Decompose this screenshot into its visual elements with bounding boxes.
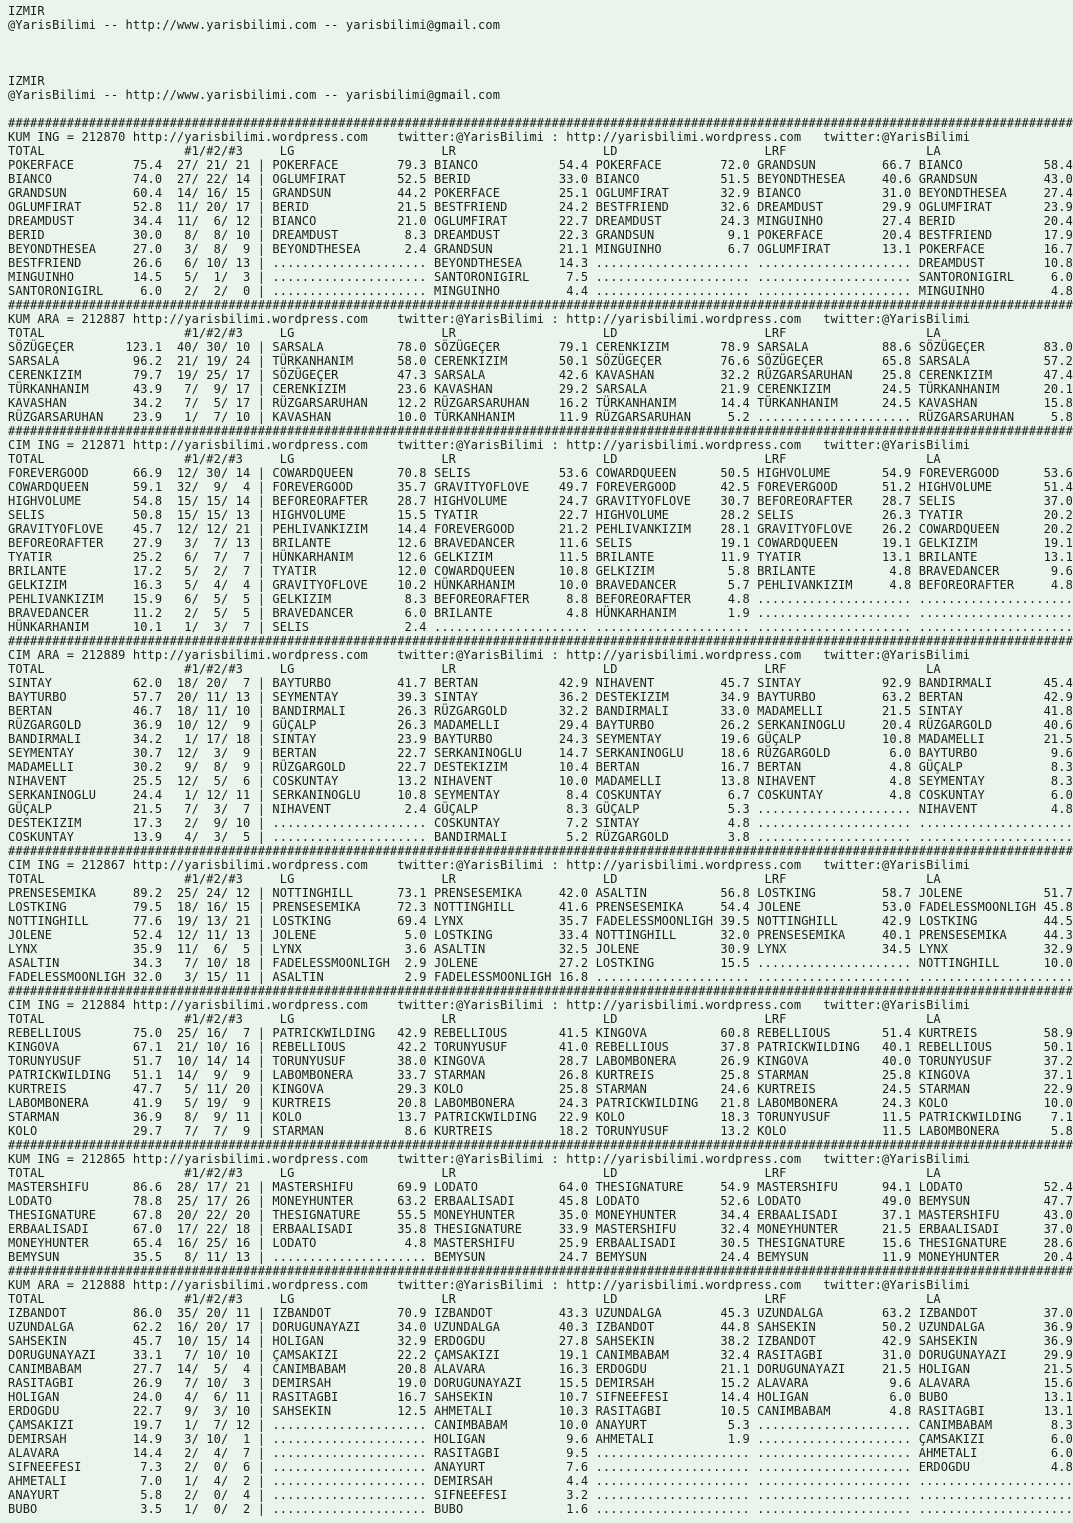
table-row: BRILANTE 17.2 5/ 2/ 7 | TYATIR 12.0 COWARDQUEEN 10.8 GELKIZIM 5.8 BRILANTE 4.8 BRAVEDANCER 9.6 <box>8 564 1073 578</box>
column-header-row: TOTAL #1/#2/#3 LG LR LD LRF LA <box>8 144 941 158</box>
table-row: TÜRKANHANIM 43.9 7/ 9/ 17 | CERENKIZIM 23.6 KAVASHAN 29.2 SARSALA 21.9 CERENKIZIM 24.5 TÜRKANHANIM 20.1 <box>8 382 1073 396</box>
table-row: OGLUMFIRAT 52.8 11/ 20/ 17 | BERID 21.5 BESTFRIEND 24.2 BESTFRIEND 32.6 DREAMDUST 29.9 OGLUMFIRAT 23.9 <box>8 200 1073 214</box>
table-row: CERENKIZIM 79.7 19/ 25/ 17 | SÖZÜGEÇER 47.3 SARSALA 42.6 KAVASHAN 32.2 RÜZGARSARUHAN 25.8 CERENKIZIM 47.4 <box>8 368 1073 382</box>
table-row: BANDIRMALI 34.2 1/ 17/ 18 | SINTAY 23.9 BAYTURBO 24.3 SEYMENTAY 19.6 GÜÇALP 10.8 MADAMELLI 21.5 <box>8 732 1073 746</box>
table-row: SIFNEEFESI 7.3 2/ 0/ 6 | ..................... ANAYURT 7.6 ..................... ..................... ERDOGDU 4.8 <box>8 1460 1073 1474</box>
blank-line <box>8 46 1073 60</box>
table-row: JOLENE 52.4 12/ 11/ 13 | JOLENE 5.0 LOSTKING 33.4 NOTTINGHILL 32.0 PRENSESEMIKA 40.1 PRENSESEMIKA 44.3 <box>8 928 1073 942</box>
table-row: GÜÇALP 21.5 7/ 3/ 7 | NIHAVENT 2.4 GÜÇALP 8.3 GÜÇALP 5.3 ..................... NIHAVENT 4.8 <box>8 802 1073 816</box>
column-header-row: TOTAL #1/#2/#3 LG LR LD LRF LA <box>8 452 941 466</box>
table-row: PRENSESEMIKA 89.2 25/ 24/ 12 | NOTTINGHILL 73.1 PRENSESEMIKA 42.0 ASALTIN 56.8 LOSTKING 58.7 JOLENE 51.7 <box>8 886 1073 900</box>
column-header-row: TOTAL #1/#2/#3 LG LR LD LRF LA <box>8 872 941 886</box>
table-row: SANTORONIGIRL 6.0 2/ 2/ 0 | ..................... MINGUINHO 4.4 ..................... ..................... MINGUINHO 4.8 <box>8 284 1073 298</box>
blank-line <box>8 102 1073 116</box>
table-row: NOTTINGHILL 77.6 19/ 13/ 21 | LOSTKING 69.4 LYNX 35.7 FADELESSMOONLIGH 39.5 NOTTINGHILL 42.9 LOSTKING 44.5 <box>8 914 1073 928</box>
table-row: BUBO 3.5 1/ 0/ 2 | ..................... BUBO 1.6 ..................... ..................... ..................... <box>8 1502 1073 1516</box>
table-row: BESTFRIEND 26.6 6/ 10/ 13 | ..................... BEYONDTHESEA 14.3 ..................... ..................... DREAMDUST 10.8 <box>8 256 1073 270</box>
table-row: KAVASHAN 34.2 7/ 5/ 17 | RÜZGARSARUHAN 12.2 RÜZGARSARUHAN 16.2 TÜRKANHANIM 14.4 TÜRKANHANIM 24.5 KAVASHAN 15.8 <box>8 396 1073 410</box>
block-title: CIM ING = 212871 http://yarisbilimi.wordpress.com twitter:@YarisBilimi : http://yarisbilimi.wordpress.com twitter:@YarisBilimi <box>8 438 971 452</box>
table-row: FADELESSMOONLIGH 32.0 3/ 15/ 11 | ASALTIN 2.9 FADELESSMOONLIGH 16.8 ..................... ..................... ..................... <box>8 970 1073 984</box>
separator-line: ################################################################################################################################################# <box>8 1138 1073 1152</box>
table-row: BEFOREORAFTER 27.9 3/ 7/ 13 | BRILANTE 12.6 BRAVEDANCER 11.6 SELIS 19.1 COWARDQUEEN 19.1 GELKIZIM 19.1 <box>8 536 1073 550</box>
race-stat-blocks <box>8 116 1073 1516</box>
table-row: DORUGUNAYAZI 33.1 7/ 10/ 10 | ÇAMSAKIZI 22.2 ÇAMSAKIZI 19.1 CANIMBABAM 32.4 RASITAGBI 31.0 DORUGUNAYAZI 29.9 <box>8 1348 1073 1362</box>
table-row: PATRICKWILDING 51.1 14/ 9/ 9 | LABOMBONERA 33.7 STARMAN 26.8 KURTREIS 25.8 STARMAN 25.8 KINGOVA 37.1 <box>8 1068 1073 1082</box>
contact-line: @YarisBilimi -- http://www.yarisbilimi.com -- yarisbilimi@gmail.com <box>8 88 501 102</box>
table-row: MINGUINHO 14.5 5/ 1/ 3 | ..................... SANTORONIGIRL 7.5 ..................... ..................... SANTORONIGIRL 6.0 <box>8 270 1073 284</box>
table-row: CANIMBABAM 27.7 14/ 5/ 4 | CANIMBABAM 20.8 ALAVARA 16.3 ERDOGDU 21.1 DORUGUNAYAZI 21.5 HOLIGAN 21.5 <box>8 1362 1073 1376</box>
blank-line <box>8 60 1073 74</box>
city-label: IZMIR <box>8 74 45 88</box>
table-row: IZBANDOT 86.0 35/ 20/ 11 | IZBANDOT 70.9 IZBANDOT 43.3 UZUNDALGA 45.3 UZUNDALGA 63.2 IZBANDOT 37.0 <box>8 1306 1073 1320</box>
table-row: RÜZGARSARUHAN 23.9 1/ 7/ 10 | KAVASHAN 10.0 TÜRKANHANIM 11.9 RÜZGARSARUHAN 5.2 ..................... RÜZGARSARUHAN 5.8 <box>8 410 1073 424</box>
table-row: NIHAVENT 25.5 12/ 5/ 6 | COSKUNTAY 13.2 NIHAVENT 10.0 MADAMELLI 13.8 NIHAVENT 4.8 SEYMENTAY 8.3 <box>8 774 1073 788</box>
table-row: MONEYHUNTER 65.4 16/ 25/ 16 | LODATO 4.8 MASTERSHIFU 25.9 ERBAALISADI 30.5 THESIGNATURE 15.6 THESIGNATURE 28.6 <box>8 1236 1073 1250</box>
table-row: TYATIR 25.2 6/ 7/ 7 | HÜNKARHANIM 12.6 GELKIZIM 11.5 BRILANTE 11.9 TYATIR 13.1 BRILANTE 13.1 <box>8 550 1073 564</box>
table-row: LABOMBONERA 41.9 5/ 19/ 9 | KURTREIS 20.8 LABOMBONERA 24.3 PATRICKWILDING 21.8 LABOMBONERA 24.3 KOLO 10.0 <box>8 1096 1073 1110</box>
table-row: REBELLIOUS 75.0 25/ 16/ 7 | PATRICKWILDING 42.9 REBELLIOUS 41.5 KINGOVA 60.8 REBELLIOUS 51.4 KURTREIS 58.9 <box>8 1026 1073 1040</box>
city-label: IZMIR <box>8 4 45 18</box>
table-row: SERKANINOGLU 24.4 1/ 12/ 11 | SERKANINOGLU 10.8 SEYMENTAY 8.4 COSKUNTAY 6.7 COSKUNTAY 4.8 COSKUNTAY 6.0 <box>8 788 1073 802</box>
table-row: TORUNYUSUF 51.7 10/ 14/ 14 | TORUNYUSUF 38.0 KINGOVA 28.7 LABOMBONERA 26.9 KINGOVA 40.0 TORUNYUSUF 37.2 <box>8 1054 1073 1068</box>
table-row: SINTAY 62.0 18/ 20/ 7 | BAYTURBO 41.7 BERTAN 42.9 NIHAVENT 45.7 SINTAY 92.9 BANDIRMALI 45.4 <box>8 676 1073 690</box>
table-row: ANAYURT 5.8 2/ 0/ 4 | ..................... SIFNEEFESI 3.2 ..................... ..................... ..................... <box>8 1488 1073 1502</box>
table-row: COSKUNTAY 13.9 4/ 3/ 5 | ..................... BANDIRMALI 5.2 RÜZGARGOLD 3.8 ..................... ..................... <box>8 830 1073 844</box>
table-row: AHMETALI 7.0 1/ 4/ 2 | ..................... DEMIRSAH 4.4 ..................... ..................... ..................... <box>8 1474 1073 1488</box>
table-row: ERDOGDU 22.7 9/ 3/ 10 | SAHSEKIN 12.5 AHMETALI 10.3 RASITAGBI 10.5 CANIMBABAM 4.8 RASITAGBI 13.1 <box>8 1404 1073 1418</box>
separator-line: ################################################################################################################################################# <box>8 634 1073 648</box>
table-row: BRAVEDANCER 11.2 2/ 5/ 5 | BRAVEDANCER 6.0 BRILANTE 4.8 HÜNKARHANIM 1.9 ..................... ..................... <box>8 606 1073 620</box>
table-row: SEYMENTAY 30.7 12/ 3/ 9 | BERTAN 22.7 SERKANINOGLU 14.7 SERKANINOGLU 18.6 RÜZGARGOLD 6.0 BAYTURBO 9.6 <box>8 746 1073 760</box>
table-row: DEMIRSAH 14.9 3/ 10/ 1 | ..................... HOLIGAN 9.6 AHMETALI 1.9 ..................... ÇAMSAKIZI 6.0 <box>8 1432 1073 1446</box>
block-title: KUM ING = 212865 http://yarisbilimi.wordpress.com twitter:@YarisBilimi : http://yarisbilimi.wordpress.com twitter:@YarisBilimi <box>8 1152 971 1166</box>
table-row: LOSTKING 79.5 18/ 16/ 15 | PRENSESEMIKA 72.3 NOTTINGHILL 41.6 PRENSESEMIKA 54.4 JOLENE 53.0 FADELESSMOONLIGH 45.8 <box>8 900 1073 914</box>
table-row: LYNX 35.9 11/ 6/ 5 | LYNX 3.6 ASALTIN 32.5 JOLENE 30.9 LYNX 34.5 LYNX 32.9 <box>8 942 1073 956</box>
table-row: ERBAALISADI 67.0 17/ 22/ 18 | ERBAALISADI 35.8 THESIGNATURE 33.9 MASTERSHIFU 32.4 MONEYHUNTER 21.5 ERBAALISADI 37.0 <box>8 1222 1073 1236</box>
block-title: CIM ING = 212867 http://yarisbilimi.wordpress.com twitter:@YarisBilimi : http://yarisbilimi.wordpress.com twitter:@YarisBilimi <box>8 858 971 872</box>
table-row: BEYONDTHESEA 27.0 3/ 8/ 9 | BEYONDTHESEA 2.4 GRANDSUN 21.1 MINGUINHO 6.7 OGLUMFIRAT 13.1 POKERFACE 16.7 <box>8 242 1073 256</box>
table-row: GRANDSUN 60.4 14/ 16/ 15 | GRANDSUN 44.2 POKERFACE 25.1 OGLUMFIRAT 32.9 BIANCO 31.0 BEYONDTHESEA 27.4 <box>8 186 1073 200</box>
separator-line: ################################################################################################################################################# <box>8 844 1073 858</box>
table-row: SELIS 50.8 15/ 15/ 13 | HIGHVOLUME 15.5 TYATIR 22.7 HIGHVOLUME 28.2 SELIS 26.3 TYATIR 20.2 <box>8 508 1073 522</box>
table-row: HIGHVOLUME 54.8 15/ 15/ 14 | BEFOREORAFTER 28.7 HIGHVOLUME 24.7 GRAVITYOFLOVE 30.7 BEFOREORAFTER 28.7 SELIS 37.0 <box>8 494 1073 508</box>
block-title: KUM ING = 212870 http://yarisbilimi.wordpress.com twitter:@YarisBilimi : http://yarisbilimi.wordpress.com twitter:@YarisBilimi <box>8 130 971 144</box>
table-row: STARMAN 36.9 8/ 9/ 11 | KOLO 13.7 PATRICKWILDING 22.9 KOLO 18.3 TORUNYUSUF 11.5 PATRICKWILDING 7.1 <box>8 1110 1073 1124</box>
table-row: MADAMELLI 30.2 9/ 8/ 9 | RÜZGARGOLD 22.7 DESTEKIZIM 10.4 BERTAN 16.7 BERTAN 4.8 GÜÇALP 8.3 <box>8 760 1073 774</box>
table-row: UZUNDALGA 62.2 16/ 20/ 17 | DORUGUNAYAZI 34.0 UZUNDALGA 40.3 IZBANDOT 44.8 SAHSEKIN 50.2 UZUNDALGA 36.9 <box>8 1320 1073 1334</box>
table-row: POKERFACE 75.4 27/ 21/ 21 | POKERFACE 79.3 BIANCO 54.4 POKERFACE 72.0 GRANDSUN 66.7 BIANCO 58.4 <box>8 158 1073 172</box>
table-row: LODATO 78.8 25/ 17/ 26 | MONEYHUNTER 63.2 ERBAALISADI 45.8 LODATO 52.6 LODATO 49.0 BEMYSUN 47.7 <box>8 1194 1073 1208</box>
separator-line: ################################################################################################################################################# <box>8 298 1073 312</box>
blank-line <box>8 32 1073 46</box>
table-row: GELKIZIM 16.3 5/ 4/ 4 | GRAVITYOFLOVE 10.2 HÜNKARHANIM 10.0 BRAVEDANCER 5.7 PEHLIVANKIZIM 4.8 BEFOREORAFTER 4.8 <box>8 578 1073 592</box>
table-row: RASITAGBI 26.9 7/ 10/ 3 | DEMIRSAH 19.0 DORUGUNAYAZI 15.5 DEMIRSAH 15.2 ALAVARA 9.6 ALAVARA 15.6 <box>8 1376 1073 1390</box>
table-row: SAHSEKIN 45.7 10/ 15/ 14 | HOLIGAN 32.9 ERDOGDU 27.8 SAHSEKIN 38.2 IZBANDOT 42.9 SAHSEKIN 36.9 <box>8 1334 1073 1348</box>
block-title: CIM ARA = 212889 http://yarisbilimi.wordpress.com twitter:@YarisBilimi : http://yarisbilimi.wordpress.com twitter:@YarisBilimi <box>8 648 971 662</box>
column-header-row: TOTAL #1/#2/#3 LG LR LD LRF LA <box>8 1012 941 1026</box>
table-row: RÜZGARGOLD 36.9 10/ 12/ 9 | GÜÇALP 26.3 MADAMELLI 29.4 BAYTURBO 26.2 SERKANINOGLU 20.4 RÜZGARGOLD 40.6 <box>8 718 1073 732</box>
table-row: BERID 30.0 8/ 8/ 10 | DREAMDUST 8.3 DREAMDUST 22.3 GRANDSUN 9.1 POKERFACE 20.4 BESTFRIEND 17.9 <box>8 228 1073 242</box>
contact-line: @YarisBilimi -- http://www.yarisbilimi.com -- yarisbilimi@gmail.com <box>8 18 501 32</box>
block-title: KUM ARA = 212888 http://yarisbilimi.wordpress.com twitter:@YarisBilimi : http://yarisbilimi.wordpress.com twitter:@YarisBilimi <box>8 1278 971 1292</box>
table-row: DREAMDUST 34.4 11/ 6/ 12 | BIANCO 21.0 OGLUMFIRAT 22.7 DREAMDUST 24.3 MINGUINHO 27.4 BERID 20.4 <box>8 214 1073 228</box>
table-row: HOLIGAN 24.0 4/ 6/ 11 | RASITAGBI 16.7 SAHSEKIN 10.7 SIFNEEFESI 14.4 HOLIGAN 6.0 BUBO 13.1 <box>8 1390 1073 1404</box>
separator-line: ################################################################################################################################################# <box>8 984 1073 998</box>
table-row: COWARDQUEEN 59.1 32/ 9/ 4 | FOREVERGOOD 35.7 GRAVITYOFLOVE 49.7 FOREVERGOOD 42.5 FOREVERGOOD 51.2 HIGHVOLUME 51.4 <box>8 480 1073 494</box>
table-row: KINGOVA 67.1 21/ 10/ 16 | REBELLIOUS 42.2 TORUNYUSUF 41.0 REBELLIOUS 37.8 PATRICKWILDING 40.1 REBELLIOUS 50.1 <box>8 1040 1073 1054</box>
table-row: SÖZÜGEÇER 123.1 40/ 30/ 10 | SARSALA 78.0 SÖZÜGEÇER 79.1 CERENKIZIM 78.9 SARSALA 88.6 SÖZÜGEÇER 83.0 <box>8 340 1073 354</box>
separator-line: ################################################################################################################################################# <box>8 116 1073 130</box>
column-header-row: TOTAL #1/#2/#3 LG LR LD LRF LA <box>8 1292 941 1306</box>
table-row: ALAVARA 14.4 2/ 4/ 7 | ..................... RASITAGBI 9.5 ..................... ..................... AHMETALI 6.0 <box>8 1446 1073 1460</box>
table-row: BAYTURBO 57.7 20/ 11/ 13 | SEYMENTAY 39.3 SINTAY 36.2 DESTEKIZIM 34.9 BAYTURBO 63.2 BERTAN 42.9 <box>8 690 1073 704</box>
table-row: KURTREIS 47.7 5/ 11/ 20 | KINGOVA 29.3 KOLO 25.8 STARMAN 24.6 KURTREIS 24.5 STARMAN 22.9 <box>8 1082 1073 1096</box>
block-title: KUM ARA = 212887 http://yarisbilimi.wordpress.com twitter:@YarisBilimi : http://yarisbilimi.wordpress.com twitter:@YarisBilimi <box>8 312 971 326</box>
table-row: HÜNKARHANIM 10.1 1/ 3/ 7 | SELIS 2.4 ..................... ..................... ..................... ..................... <box>8 620 1073 634</box>
table-row: BERTAN 46.7 18/ 11/ 10 | BANDIRMALI 26.3 RÜZGARGOLD 32.2 BANDIRMALI 33.0 MADAMELLI 21.5 SINTAY 41.8 <box>8 704 1073 718</box>
column-header-row: TOTAL #1/#2/#3 LG LR LD LRF LA <box>8 326 941 340</box>
block-title: CIM ING = 212884 http://yarisbilimi.wordpress.com twitter:@YarisBilimi : http://yarisbilimi.wordpress.com twitter:@YarisBilimi <box>8 998 971 1012</box>
table-row: ASALTIN 34.3 7/ 10/ 18 | FADELESSMOONLIGH 2.9 JOLENE 27.2 LOSTKING 15.5 ..................... NOTTINGHILL 10.0 <box>8 956 1073 970</box>
table-row: DESTEKIZIM 17.3 2/ 9/ 10 | ..................... COSKUNTAY 7.2 SINTAY 4.8 ..................... ..................... <box>8 816 1073 830</box>
table-row: PEHLIVANKIZIM 15.9 6/ 5/ 5 | GELKIZIM 8.3 BEFOREORAFTER 8.8 BEFOREORAFTER 4.8 ..................... ..................... <box>8 592 1073 606</box>
table-row: BEMYSUN 35.5 8/ 11/ 13 | ..................... BEMYSUN 24.7 BEMYSUN 24.4 BEMYSUN 11.9 MONEYHUNTER 20.4 <box>8 1250 1073 1264</box>
table-row: SARSALA 96.2 21/ 19/ 24 | TÜRKANHANIM 58.0 CERENKIZIM 50.1 SÖZÜGEÇER 76.6 SÖZÜGEÇER 65.8 SARSALA 57.2 <box>8 354 1073 368</box>
table-row: ÇAMSAKIZI 19.7 1/ 7/ 12 | ..................... CANIMBABAM 10.0 ANAYURT 5.3 ..................... CANIMBABAM 8.3 <box>8 1418 1073 1432</box>
table-row: THESIGNATURE 67.8 20/ 22/ 20 | THESIGNATURE 55.5 MONEYHUNTER 35.0 MONEYHUNTER 34.4 ERBAALISADI 37.1 MASTERSHIFU 43.0 <box>8 1208 1073 1222</box>
separator-line: ################################################################################################################################################# <box>8 1264 1073 1278</box>
column-header-row: TOTAL #1/#2/#3 LG LR LD LRF LA <box>8 1166 941 1180</box>
table-row: FOREVERGOOD 66.9 12/ 30/ 14 | COWARDQUEEN 70.8 SELIS 53.6 COWARDQUEEN 50.5 HIGHVOLUME 54.9 FOREVERGOOD 53.6 <box>8 466 1073 480</box>
table-row: GRAVITYOFLOVE 45.7 12/ 12/ 21 | PEHLIVANKIZIM 14.4 FOREVERGOOD 21.2 PEHLIVANKIZIM 28.1 GRAVITYOFLOVE 26.2 COWARDQUEEN 20.2 <box>8 522 1073 536</box>
table-row: KOLO 29.7 7/ 7/ 9 | STARMAN 8.6 KURTREIS 18.2 TORUNYUSUF 13.2 KOLO 11.5 LABOMBONERA 5.8 <box>8 1124 1073 1138</box>
column-header-row: TOTAL #1/#2/#3 LG LR LD LRF LA <box>8 662 941 676</box>
table-row: BIANCO 74.0 27/ 22/ 14 | OGLUMFIRAT 52.5 BERID 33.0 BIANCO 51.5 BEYONDTHESEA 40.6 GRANDSUN 43.0 <box>8 172 1073 186</box>
table-row: MASTERSHIFU 86.6 28/ 17/ 21 | MASTERSHIFU 69.9 LODATO 64.0 THESIGNATURE 54.9 MASTERSHIFU 94.1 LODATO 52.4 <box>8 1180 1073 1194</box>
separator-line: ################################################################################################################################################# <box>8 424 1073 438</box>
